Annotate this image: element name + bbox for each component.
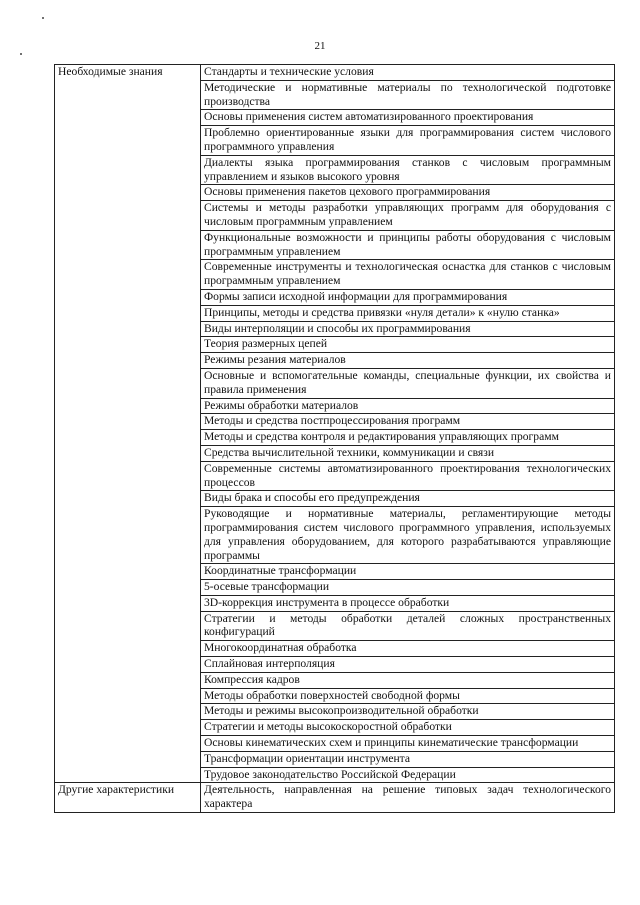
requirement-text: Основы применения пакетов цехового программирования — [204, 185, 491, 199]
page-number: 21 — [314, 40, 326, 52]
requirement-item — [201, 126, 615, 156]
section-label: Необходимые знания — [55, 65, 201, 783]
requirement-item — [201, 657, 615, 673]
requirement-text: Координатные трансформации — [204, 564, 357, 578]
requirement-text: Трансформации ориентации инструмента — [204, 751, 411, 765]
requirement-item — [201, 720, 615, 736]
requirement-item — [201, 580, 615, 596]
requirement-item — [201, 289, 615, 305]
requirement-item — [201, 688, 615, 704]
requirement-item — [201, 611, 615, 641]
requirement-item — [201, 305, 615, 321]
requirement-item — [201, 155, 615, 185]
requirement-item — [201, 414, 615, 430]
requirement-text: Компрессия кадров — [204, 672, 300, 686]
requirement-item — [201, 491, 615, 507]
requirement-text: Проблемно ориентированные языки для программирования систем числового программного управления — [204, 126, 611, 153]
requirement-text: Формы записи исходной информации для программирования — [204, 289, 508, 303]
requirement-text: Виды интерполяции и способы их программирования — [204, 321, 471, 335]
scan-speck — [20, 53, 22, 55]
requirement-text: Трудовое законодательство Российской Федерации — [204, 767, 456, 781]
requirements-table-body — [55, 65, 615, 813]
requirements-table — [54, 64, 615, 813]
requirement-text: Методические и нормативные материалы по технологической подготовке производства — [204, 80, 611, 108]
table-row — [55, 783, 615, 813]
requirement-item — [201, 110, 615, 126]
requirement-item — [201, 641, 615, 657]
requirement-text: Современные инструменты и технологическая оснастка для станков с числовым программным управлением — [204, 260, 611, 288]
requirement-item — [201, 564, 615, 580]
requirement-text: Теория размерных цепей — [204, 337, 328, 351]
table-row — [55, 65, 615, 81]
requirement-item — [201, 80, 615, 110]
requirement-text: Деятельность, направленная на решение типовых задач технологического характера — [204, 783, 611, 811]
requirement-text: Стратегии и методы высокоскоростной обработки — [204, 720, 452, 734]
requirement-text: Методы и средства контроля и редактирования управляющих программ — [204, 430, 559, 444]
requirement-text: Основы кинематических схем и принципы кинематические трансформации — [204, 736, 579, 750]
requirement-text: Диалекты языка программирования станков с числовым программным управлением и языков высокого уровня — [204, 155, 611, 183]
requirement-item — [201, 230, 615, 260]
requirement-text: 3D-коррекция инструмента в процессе обработки — [204, 595, 450, 609]
requirement-text: Основы применения систем автоматизированного проектирования — [204, 110, 534, 124]
requirement-item — [201, 704, 615, 720]
requirement-text: Системы и методы разработки управляющих программ для оборудования с числовым программным управлением — [204, 201, 611, 228]
requirement-text: Средства вычислительной техники, коммуникации и связи — [204, 445, 495, 459]
requirement-item — [201, 751, 615, 767]
requirement-text: Виды брака и способы его предупреждения — [204, 491, 420, 505]
requirement-text: Стратегии и методы обработки деталей сложных пространственных конфигураций — [204, 611, 611, 639]
requirement-item — [201, 445, 615, 461]
requirement-text: Руководящие и нормативные материалы, регламентирующие методы программирования систем числового программного управления, используемых для управления оборудованием, для которого разрабатываются управляющие программы — [204, 507, 611, 562]
requirement-item — [201, 736, 615, 752]
requirement-item — [201, 321, 615, 337]
requirement-text: Современные системы автоматизированного проектирования технологических процессов — [204, 461, 611, 489]
requirement-item — [201, 353, 615, 369]
requirement-item — [201, 65, 615, 81]
requirement-item — [201, 398, 615, 414]
requirement-text: Методы и режимы высокопроизводительной обработки — [204, 704, 479, 718]
requirement-text: Методы обработки поверхностей свободной формы — [204, 688, 460, 702]
requirement-text: Режимы резания материалов — [204, 353, 346, 367]
requirement-text: Методы и средства постпроцессирования программ — [204, 414, 461, 428]
requirement-item — [201, 260, 615, 290]
requirement-item — [201, 185, 615, 201]
section-label: Другие характеристики — [55, 783, 201, 813]
requirement-item — [201, 767, 615, 783]
requirement-text: Стандарты и технические условия — [204, 65, 374, 78]
requirement-text: Основные и вспомогательные команды, специальные функции, их свойства и правила применения — [204, 368, 611, 396]
requirement-item — [201, 507, 615, 564]
scan-speck — [42, 17, 44, 19]
requirement-text: 5-осевые трансформации — [204, 580, 330, 594]
requirement-item — [201, 595, 615, 611]
requirement-text: Функциональные возможности и принципы работы оборудования с числовым программным управлением — [204, 230, 611, 258]
requirement-item — [201, 201, 615, 231]
requirement-text: Сплайновая интерполяция — [204, 657, 335, 671]
requirement-item — [201, 337, 615, 353]
requirement-item — [201, 430, 615, 446]
requirement-item — [201, 672, 615, 688]
requirement-text: Многокоординатная обработка — [204, 641, 357, 655]
requirement-item — [201, 461, 615, 491]
requirement-item — [201, 783, 615, 813]
requirement-text: Принципы, методы и средства привязки «нуля детали» к «нулю станка» — [204, 305, 560, 319]
requirement-item — [201, 368, 615, 398]
requirement-text: Режимы обработки материалов — [204, 398, 359, 412]
